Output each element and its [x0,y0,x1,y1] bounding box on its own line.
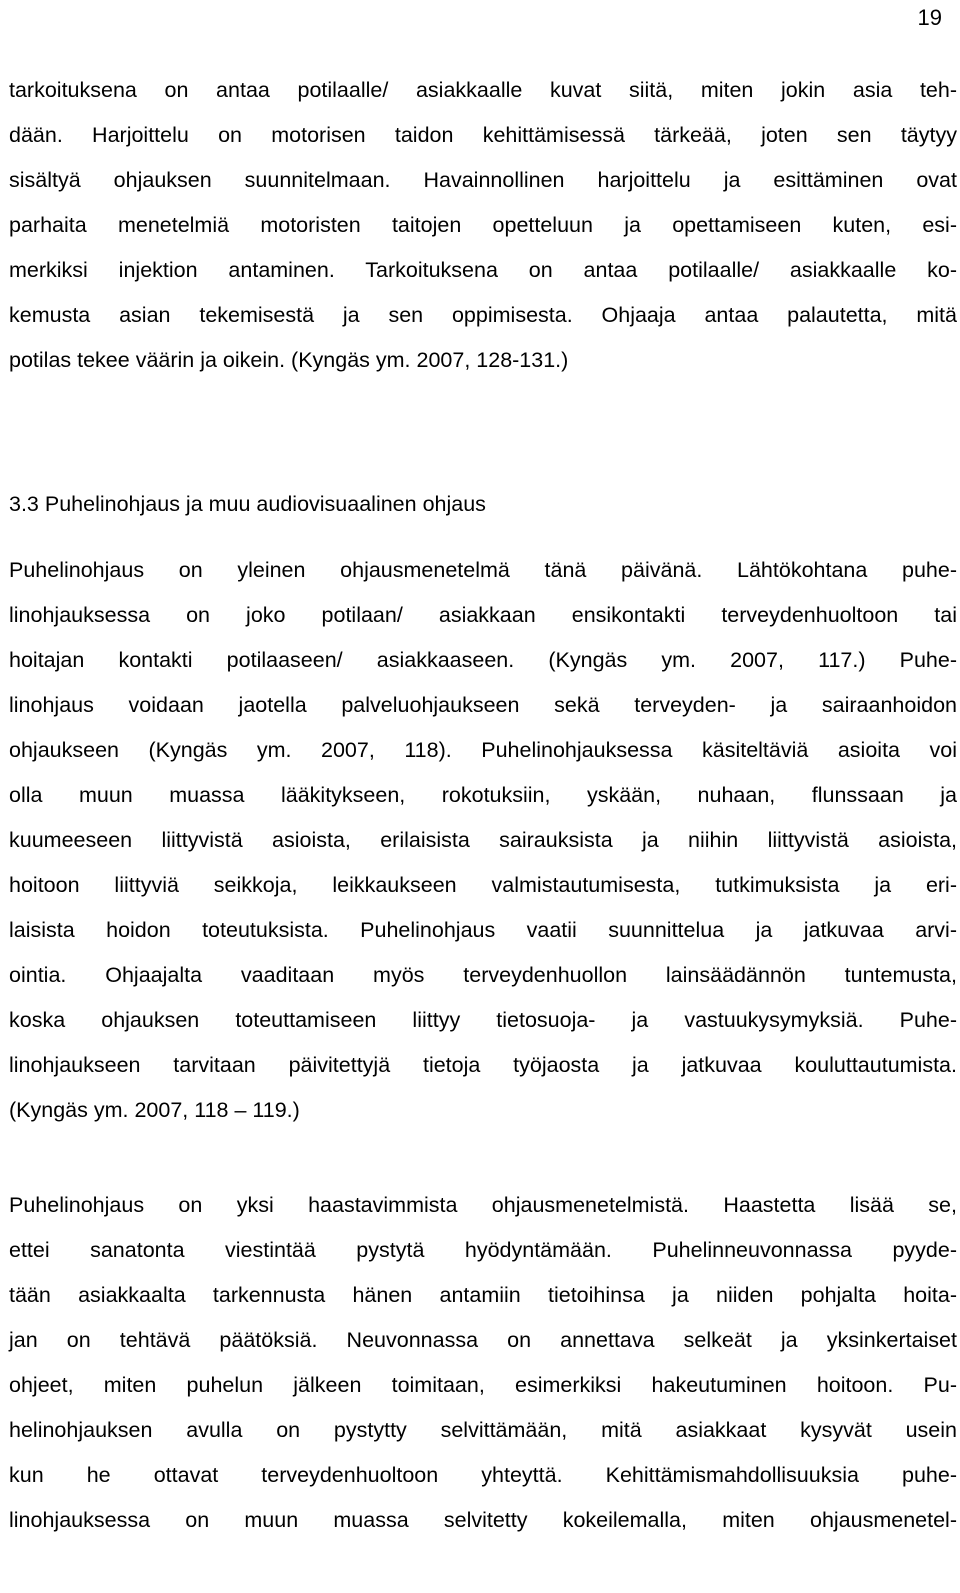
paragraph-1-line: potilas tekee väärin ja oikein. (Kyngäs ym. 2007, 128-131.) [9,348,569,372]
paragraph-3-line: helinohjauksen avulla on pystytty selvittämään, mitä asiakkaat kysyvät usein [9,1418,957,1442]
paragraph-3-line: kun he ottavat terveydenhuoltoon yhteyttä. Kehittämismahdollisuuksia puhe- [9,1463,957,1487]
paragraph-3-line: jan on tehtävä päätöksiä. Neuvonnassa on annettava selkeät ja yksinkertaiset [9,1328,957,1352]
paragraph-1-line: dään. Harjoittelu on motorisen taidon kehittämisessä tärkeää, joten sen täytyy [9,123,957,147]
paragraph-3-line: linohjauksessa on muun muassa selvitetty kokeilemalla, miten ohjausmenetel- [9,1508,957,1532]
paragraph-3-line: Puhelinohjaus on yksi haastavimmista ohjausmenetelmistä. Haastetta lisää se, [9,1193,957,1217]
paragraph-2-line: ohjaukseen (Kyngäs ym. 2007, 118). Puhelinohjauksessa käsiteltäviä asioita voi [9,738,957,762]
paragraph-3-line: tään asiakkaalta tarkennusta hänen antamiin tietoihinsa ja niiden pohjalta hoita- [9,1283,957,1307]
paragraph-1-line: parhaita menetelmiä motoristen taitojen opetteluun ja opettamiseen kuten, esi- [9,213,957,237]
paragraph-2-line: ointia. Ohjaajalta vaaditaan myös terveydenhuollon lainsäädännön tuntemusta, [9,963,957,987]
section-heading: 3.3 Puhelinohjaus ja muu audiovisuaalinen ohjaus [9,492,486,516]
paragraph-2-line: Puhelinohjaus on yleinen ohjausmenetelmä tänä päivänä. Lähtökohtana puhe- [9,558,957,582]
paragraph-2-line: koska ohjauksen toteuttamiseen liittyy tietosuoja- ja vastuukysymyksiä. Puhe- [9,1008,957,1032]
paragraph-1-line: kemusta asian tekemisestä ja sen oppimisesta. Ohjaaja antaa palautetta, mitä [9,303,957,327]
paragraph-1-line: sisältyä ohjauksen suunnitelmaan. Havainnollinen harjoittelu ja esittäminen ovat [9,168,957,192]
paragraph-2-line: linohjaus voidaan jaotella palveluohjaukseen sekä terveyden- ja sairaanhoidon [9,693,957,717]
paragraph-3-line: ettei sanatonta viestintää pystytä hyödyntämään. Puhelinneuvonnassa pyyde- [9,1238,957,1262]
paragraph-2-line: olla muun muassa lääkitykseen, rokotuksiin, yskään, nuhaan, flunssaan ja [9,783,957,807]
paragraph-2-line: linohjauksessa on joko potilaan/ asiakkaan ensikontakti terveydenhuoltoon tai [9,603,957,627]
paragraph-3-line: ohjeet, miten puhelun jälkeen toimitaan, esimerkiksi hakeutuminen hoitoon. Pu- [9,1373,957,1397]
paragraph-2-line: laisista hoidon toteutuksista. Puhelinohjaus vaatii suunnittelua ja jatkuvaa arvi- [9,918,957,942]
paragraph-1-line: merkiksi injektion antaminen. Tarkoituksena on antaa potilaalle/ asiakkaalle ko- [9,258,957,282]
paragraph-2-line: kuumeeseen liittyvistä asioista, erilaisista sairauksista ja niihin liittyvistä asioista, [9,828,957,852]
paragraph-1-line: tarkoituksena on antaa potilaalle/ asiakkaalle kuvat siitä, miten jokin asia teh- [9,78,957,102]
page-number: 19 [917,5,942,30]
paragraph-2-line: (Kyngäs ym. 2007, 118 – 119.) [9,1098,300,1122]
paragraph-2-line: hoitajan kontakti potilaaseen/ asiakkaaseen. (Kyngäs ym. 2007, 117.) Puhe- [9,648,957,672]
paragraph-2-line: linohjaukseen tarvitaan päivitettyjä tietoja työjaosta ja jatkuvaa kouluttautumista. [9,1053,957,1077]
paragraph-2-line: hoitoon liittyviä seikkoja, leikkaukseen valmistautumisesta, tutkimuksista ja eri- [9,873,957,897]
